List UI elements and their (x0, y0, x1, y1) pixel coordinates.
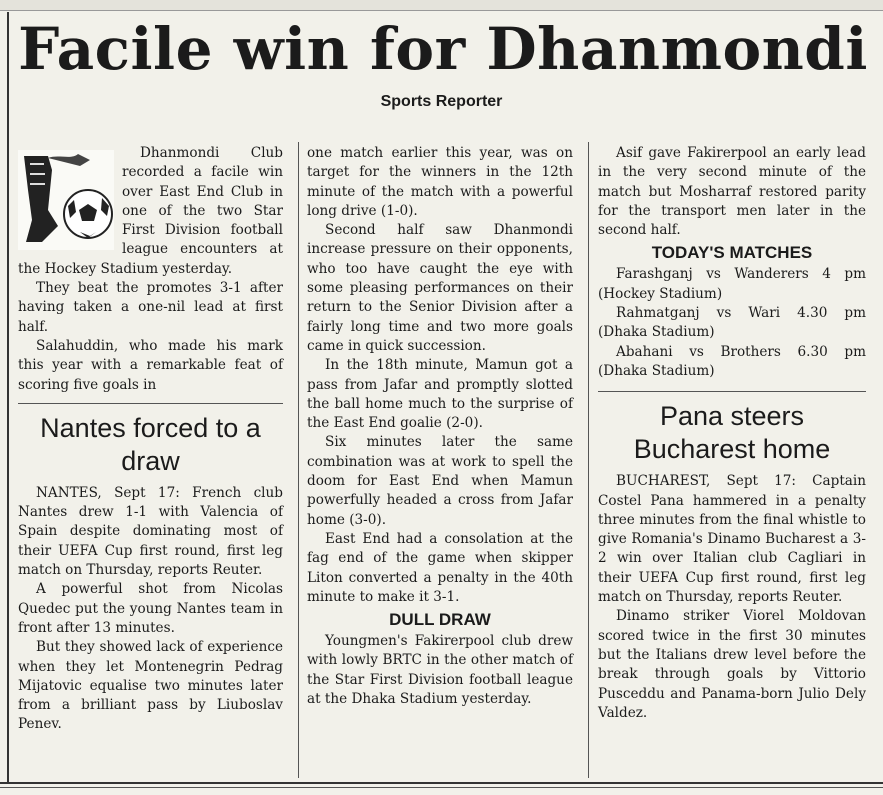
main-paragraph-7: East End had a consolation at the fag end of the game when skipper Liton converted a penalty in the 40th minute to make it 3-1. (307, 530, 573, 605)
pana-headline: Pana steers Bucharest home (633, 401, 831, 465)
main-paragraph-3: Salahuddin, who made his mark this year with a remarkable feat of scoring five goals in (18, 337, 283, 393)
dull-draw-subhead: DULL DRAW (389, 610, 491, 630)
todays-matches-title: TODAY'S MATCHES (651, 243, 813, 263)
main-paragraph-4: Second half saw Dhanmondi increase pressure on their opponents, who too have caught the eye with some pleasing performances on their return to the Senior Division after a fairly long time and two more goals came in quick succession. (307, 222, 573, 354)
main-paragraph-5: In the 18th minute, Mamun got a pass from Jafar and promptly slotted the ball home much to the surprise of the East End goalie (2-0). (307, 357, 573, 432)
main-paragraph-9: Asif gave Fakirerpool an early lead in the very second minute of the match but Mosharraf restored parity for the transport men later in the second half. (598, 145, 866, 239)
match-item: Farashganj vs Wanderers 4 pm (Hockey Stadium) (598, 266, 866, 302)
column-rule-2 (588, 142, 589, 778)
nantes-headline: Nantes forced to a draw (40, 412, 261, 476)
bottom-border-rule (0, 782, 883, 784)
nantes-divider (18, 403, 283, 404)
main-paragraph-6: Six minutes later the same combination was at work to spell the doom for East End when Mamun powerfully headed a cross from Jafar home (3-0). (307, 434, 573, 528)
byline: Sports Reporter (380, 93, 503, 110)
match-item: Rahmatganj vs Wari 4.30 pm (Dhaka Stadium) (598, 305, 866, 341)
column-2 (307, 144, 573, 709)
nantes-paragraph-3: But they showed lack of experience when they let Montenegrin Pedrag Mijatovic equalise two minutes later from a brilliant pass by Liuboslav Penev. (18, 639, 283, 733)
column-3 (598, 144, 866, 723)
main-paragraph-3-continued: one match earlier this year, was on target for the winners in the 12th minute of the match with a powerful long drive (1-0). (307, 145, 573, 219)
main-paragraph-1: Dhanmondi Club recorded a facile win over East End Club in one of the two Star First Division football league encounters at the Hockey Stadium yesterday. (18, 145, 283, 277)
main-paragraph-8: Youngmen's Fakirerpool club drew with lowly BRTC in the other match of the Star First Division football league at the Dhaka Stadium yesterday. (307, 633, 573, 708)
main-paragraph-2: They beat the promotes 3-1 after having taken a one-nil lead at first half. (18, 280, 283, 335)
headline: Facile win for Dhanmondi (18, 15, 868, 83)
match-item: Abahani vs Brothers 6.30 pm (Dhaka Stadium) (598, 343, 866, 379)
nantes-paragraph-1: NANTES, Sept 17: French club Nantes drew 1-1 with Valencia of Spain despite dominating most of their UEFA Cup first round, first leg match on Thursday, reports Reuter. (18, 484, 283, 579)
left-border-rule (7, 12, 9, 782)
pana-paragraph-2: Dinamo striker Viorel Moldovan scored twice in the first 30 minutes but the Italians drew level before the break through goals by Vittorio Pusceddu and Panama-born Julio Dely Valdez. (598, 608, 866, 721)
football-boot-photo (18, 150, 114, 250)
bottom-border-rule-2 (0, 787, 883, 788)
nantes-paragraph-2: A powerful shot from Nicolas Quedec put the young Nantes team in front after 13 minutes. (18, 581, 283, 636)
pana-paragraph-1: BUCHAREST, Sept 17: Captain Costel Pana hammered in a penalty three minutes from the final whistle to give Romania's Dinamo Bucharest a 3-2 win over Italian club Cagliari in their UEFA Cup first round, first leg match on Thursday, reports Reuter. (598, 473, 866, 606)
pana-divider (598, 391, 866, 392)
column-rule-1 (298, 142, 299, 778)
column-1 (18, 144, 283, 735)
page-top-strip (0, 0, 883, 11)
